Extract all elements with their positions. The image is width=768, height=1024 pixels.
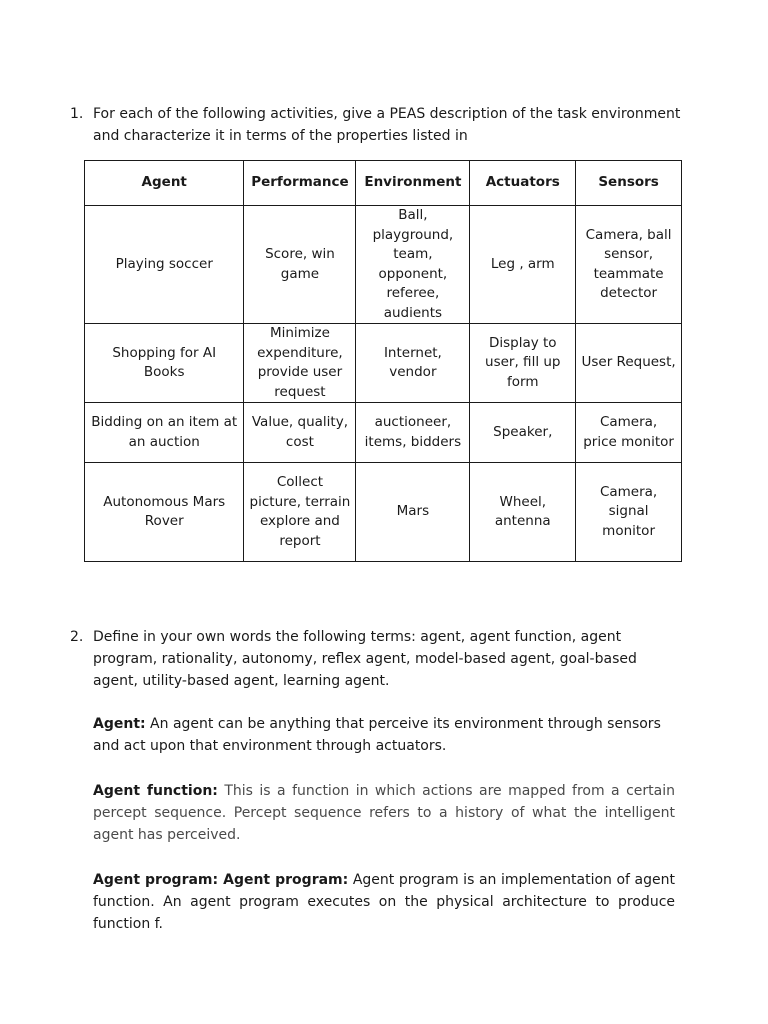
cell-actuators: Display to user, fill up form [470,324,576,403]
table-row [85,324,682,403]
header-agent: Agent [85,161,244,206]
question-1 [70,103,682,147]
term-agent-program: Agent program: Agent program: [93,872,349,888]
header-actuators: Actuators [470,161,576,206]
question-2-text: Define in your own words the following terms: agent, agent function, agent program, rationality, autonomy, reflex agent, model-based agent, goal-based agent, utility-based agent, learning agent. [93,629,637,689]
cell-performance: Value, quality, cost [244,403,356,463]
cell-sensors: Camera, signal monitor [576,463,682,562]
definition-agent-program [93,869,675,935]
cell-performance: Score, win game [244,206,356,324]
table-row [85,206,682,324]
cell-agent: Shopping for AI Books [85,324,244,403]
question-2 [70,626,682,692]
term-agent: Agent: [93,716,146,732]
table-row [85,463,682,562]
definition-agent-text: An agent can be anything that perceive its environment through sensors and act upon that environment through actuators. [93,716,661,754]
cell-performance: Collect picture, terrain explore and report [244,463,356,562]
cell-sensors: Camera, ball sensor, teammate detector [576,206,682,324]
header-performance: Performance [244,161,356,206]
cell-environment: auctioneer, items, bidders [356,403,470,463]
cell-actuators: Wheel, antenna [470,463,576,562]
cell-environment: Mars [356,463,470,562]
header-environment: Environment [356,161,470,206]
term-agent-function: Agent function: [93,783,218,799]
cell-agent: Playing soccer [85,206,244,324]
cell-actuators: Speaker, [470,403,576,463]
table-row [85,403,682,463]
cell-agent: Bidding on an item at an auction [85,403,244,463]
cell-environment: Ball, playground, team, opponent, referee, audients [356,206,470,324]
definition-agent-function [93,780,675,846]
definition-agent-program-text: Agent program is an implementation of agent function. An agent program executes on the physical architecture to produce function f. [93,872,675,932]
cell-agent: Autonomous Mars Rover [85,463,244,562]
cell-actuators: Leg , arm [470,206,576,324]
question-1-number: 1. [70,106,84,122]
header-sensors: Sensors [576,161,682,206]
cell-environment: Internet, vendor [356,324,470,403]
definition-agent-function-text: This is a function in which actions are mapped from a certain percept sequence. Percept sequence refers to a history of what the intelligent agent has perceived. [93,783,675,843]
question-1-text: For each of the following activities, give a PEAS description of the task environment and characterize it in terms of the properties listed in [93,106,681,144]
table-header-row [85,161,682,206]
cell-performance: Minimize expenditure, provide user request [244,324,356,403]
definition-agent [93,713,675,757]
question-2-number: 2. [70,629,84,645]
cell-sensors: Camera, price monitor [576,403,682,463]
cell-sensors: User Request, [576,324,682,403]
peas-table [84,160,682,562]
